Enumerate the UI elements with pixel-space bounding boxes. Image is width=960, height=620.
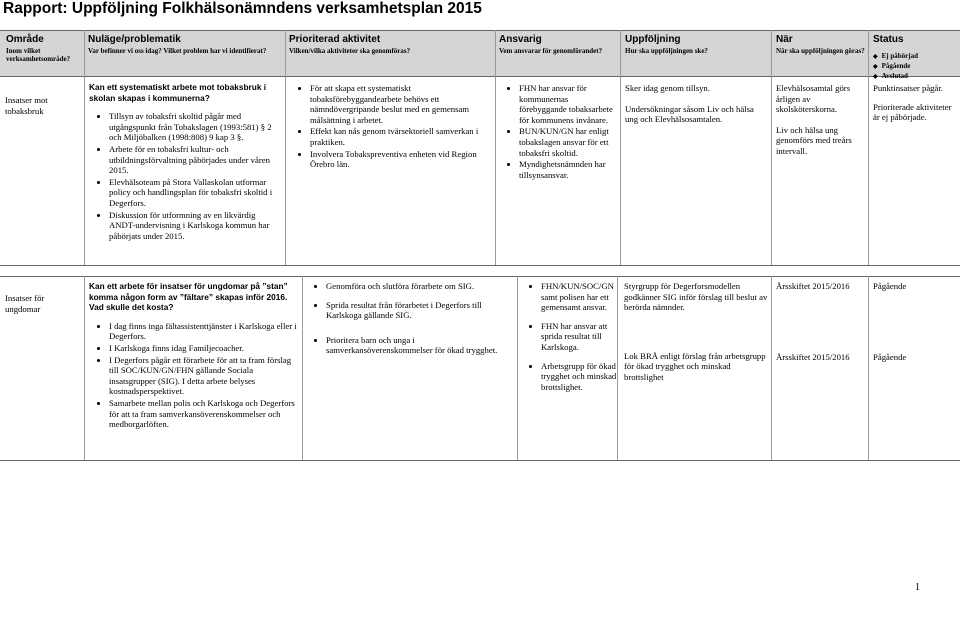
list-item: • I Karlskoga finns idag Familjecoacher.: [109, 343, 299, 354]
grid-line: [868, 276, 869, 460]
grid-line: [0, 265, 960, 266]
when-text: Årsskiftet 2015/2016: [776, 351, 850, 362]
header-followup: Uppföljning Hur ska uppföljningen ske?: [625, 34, 708, 55]
followup-text: Sker idag genom tillsyn.: [625, 83, 710, 93]
grid-line: [0, 276, 960, 277]
grid-line: [617, 276, 618, 460]
when-text: Liv och hälsa ung genomförs med treårs intervall.: [776, 124, 852, 156]
grid-line: [868, 30, 869, 265]
header-status: Status: [873, 34, 904, 45]
header-when: När När ska uppföljningen göras?: [776, 34, 865, 55]
row1-followup: [625, 83, 768, 125]
list-item: • BUN/KUN/GN har enligt tobakslagen ansvar för ett tobaksfri skoltid.: [519, 126, 617, 158]
list-item: • Sprida resultat från förarbetet i Degerfors till Karlskoga gällande SIG.: [326, 300, 514, 321]
followup-text: Styrgrupp för Degerforsmodellen godkänner SIG inför förslag till beslut av berörda nämnder.: [624, 281, 768, 313]
list-item: • FHN/KUN/SOC/GN samt polisen har ett gemensamt ansvar.: [541, 281, 617, 313]
page-number: 1: [915, 582, 920, 593]
list-item: • Elevhälsoteam på Stora Vallaskolan utformar policy och handlingsplan för tobaksfri skoltid i Degerfors.: [109, 177, 283, 209]
list-item: • Effekt kan nås genom tvärsektoriell samverkan i praktiken.: [310, 126, 492, 147]
grid-line: [517, 276, 518, 460]
row1-status: [873, 83, 957, 123]
header-area: Område Inom vilket verksamhetsområde?: [6, 34, 71, 63]
row1-situation: [89, 82, 283, 242]
row1-when: [776, 83, 866, 157]
list-item: • I Degerfors pågår ett förarbete för att ta fram förslag till SOC/KUN/GN/FHN gällande Sociala insatsgrupper (SIG). I detta arbete belyses kostnadsperspektivet.: [109, 355, 299, 397]
list-item: • I dag finns inga fältassistenttjänster i Karlskoga eller i Degerfors.: [109, 321, 299, 342]
list-item: • För att skapa ett systematiskt tobaksförebyggandearbete behövs ett nämndövergripande beslut med en gemensam målsättning i arbetet.: [310, 83, 492, 125]
list-item: • FHN har ansvar för kommunernas förebyggande tobaksarbete för kommunens invånare.: [519, 83, 617, 125]
row2-status: [873, 281, 957, 362]
status-text: Prioriterade aktiviteter är ej påbörjade.: [873, 101, 952, 123]
row2-followup: [624, 281, 769, 383]
row1-situation-heading: Kan ett systematiskt arbete mot tobaksbruk i skolan skapas i kommunerna?: [89, 82, 267, 103]
list-item: • Genomföra och slutföra förarbete om SIG.: [326, 281, 514, 292]
row2-activities: [306, 281, 514, 357]
list-item: • Involvera Tobakspreventiva enheten vid Region Örebro län.: [310, 149, 492, 170]
when-text: Elevhälsosamtal görs årligen av skolsköterskorna.: [776, 83, 851, 115]
row2-situation: [89, 281, 299, 431]
table-header: [0, 30, 960, 77]
status-legend: [873, 52, 918, 82]
list-item: • Arbetsgrupp för ökad trygghet och minskad brottslighet.: [541, 361, 617, 393]
grid-line: [302, 276, 303, 460]
row1-activities: [290, 83, 492, 171]
list-item: • FHN har ansvar att sprida resultat till Karlskoga.: [541, 321, 617, 353]
grid-line: [84, 30, 85, 265]
row2-situation-heading: Kan ett arbete för insatser för ungdomar på ”stan” komma någon form av ”fältare” skapas inför 2016. Vad skulle det kosta?: [89, 281, 288, 313]
list-item: • Samarbete mellan polis och Karlskoga och Degerfors för att ta fram samverkansöverenskommelser och medborgarlöften.: [109, 398, 299, 430]
grid-line: [0, 460, 960, 461]
status-text: Pågående: [873, 351, 907, 362]
row1-responsible: [499, 83, 617, 181]
status-text: Pågående: [873, 281, 907, 291]
status-option-ongoing: ◆ Pågående: [873, 62, 918, 72]
grid-line: [285, 30, 286, 265]
grid-line: [620, 30, 621, 265]
page-title: Rapport: Uppföljning Folkhälsonämndens verksamhetsplan 2015: [3, 0, 482, 17]
grid-line: [771, 276, 772, 460]
grid-line: [495, 30, 496, 265]
when-text: Årsskiftet 2015/2016: [776, 281, 850, 291]
row1-area: Insatser mot tobaksbruk: [5, 95, 48, 116]
list-item: • Diskussion för utformning av en likvärdig ANDT-undervisning i Karlskoga kommun har påbörjats under 2015.: [109, 210, 283, 242]
grid-line: [84, 276, 85, 460]
list-item: • Arbete för en tobaksfri kultur- och utbildningsförvaltning påbörjades under våren 2015.: [109, 144, 283, 176]
row2-area: Insatser för ungdomar: [5, 293, 45, 314]
header-responsible: Ansvarig Vem ansvarar för genomförandet?: [499, 34, 603, 55]
header-activity: Prioriterad aktivitet Vilken/vilka aktiviteter ska genomföras?: [289, 34, 411, 55]
status-option-finished: ◆ Avslutad: [873, 72, 918, 82]
row2-when: [776, 281, 866, 362]
list-item: • Tillsyn av tobaksfri skoltid pågår med utgångspunkt från Tobakslagen (1993:581) § 2 och Miljöbalken (1998:808) 9 kap 3 §.: [109, 111, 283, 143]
list-item: • Prioritera barn och unga i samverkansöverenskommelser för ökad trygghet.: [326, 335, 514, 356]
grid-line: [771, 30, 772, 265]
followup-text: Undersökningar såsom Liv och hälsa ung och Elevhälsosamtalen.: [625, 103, 754, 125]
status-text: Punktinsatser pågår.: [873, 83, 943, 93]
list-item: • Myndighetsnämnden har tillsynsansvar.: [519, 159, 617, 180]
row2-responsible: [521, 281, 617, 393]
header-situation: Nuläge/problematik Var befinner vi oss idag? Vilket problem har vi identifierat?: [88, 34, 267, 55]
status-option-not-started: ◆ Ej påbörjad: [873, 52, 918, 62]
followup-text: Lok BRÅ enligt förslag från arbetsgrupp för ökad trygghet och minskad brottslighet: [624, 350, 766, 382]
